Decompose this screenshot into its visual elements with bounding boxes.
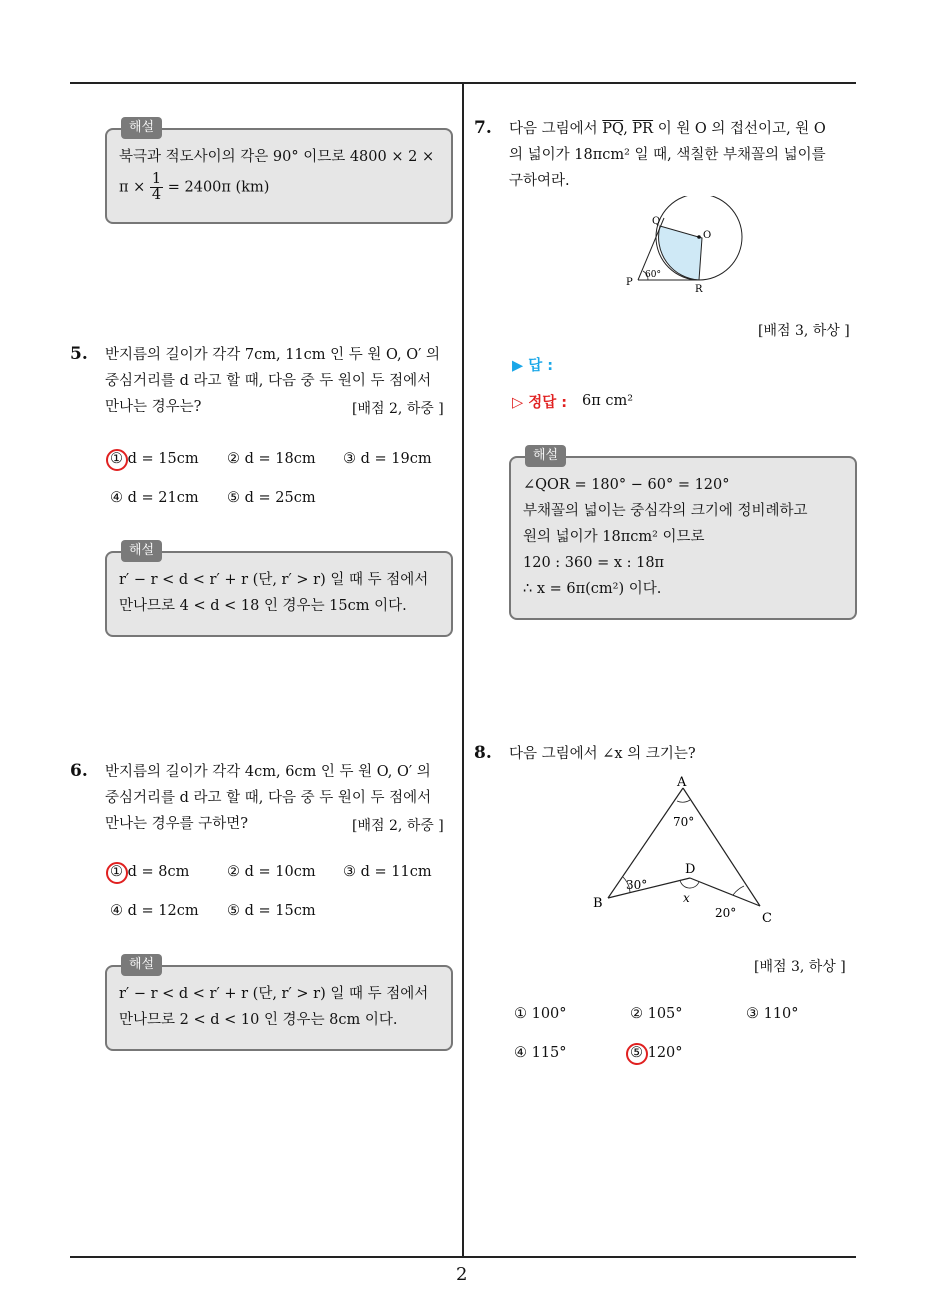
center-point-o xyxy=(697,235,701,239)
q6-choice-5[interactable]: ⑤ d = 15cm xyxy=(227,903,316,919)
q7-line1-post: 이 원 O 의 접선이고, 원 O xyxy=(657,121,826,137)
q5-choice-1[interactable]: ① d = 15cm xyxy=(110,451,199,467)
q8-choice-5[interactable]: ⑤ 120° xyxy=(630,1045,683,1061)
q7-number: 7. xyxy=(474,118,492,138)
label-angle-30: 30° xyxy=(626,878,648,892)
q7-explanation-box xyxy=(509,448,857,620)
q8-choice-2[interactable]: ② 105° xyxy=(630,1006,683,1022)
q7-correct-label: ▷ 정답 : xyxy=(512,395,568,411)
q6-choice-3[interactable]: ③ d = 11cm xyxy=(343,864,432,880)
q8-choice-4[interactable]: ④ 115° xyxy=(514,1045,567,1061)
label-r: R xyxy=(695,284,703,295)
q5-explanation-line1: r′ − r < d < r′ + r (단, r′ > r) 일 때 두 점에서 xyxy=(119,572,429,588)
q8-choice-1[interactable]: ① 100° xyxy=(514,1006,567,1022)
q7-correct-value: 6π cm² xyxy=(582,393,634,409)
label-d: D xyxy=(685,862,696,877)
q6-choice-4[interactable]: ④ d = 12cm xyxy=(110,903,199,919)
segment-dc xyxy=(690,878,760,906)
q8-choice-3[interactable]: ③ 110° xyxy=(746,1006,799,1022)
q7-figure xyxy=(618,196,748,296)
segment-pq: $\overline{PQ}$ xyxy=(602,121,624,137)
q5-line2: 중심거리를 d 라고 할 때, 다음 중 두 원이 두 점에서 xyxy=(105,373,432,389)
q6-line3: 만나는 경우를 구하면? xyxy=(105,816,249,832)
q7-line2: 의 넓이가 18πcm² 일 때, 색칠한 부채꼴의 넓이를 xyxy=(509,147,826,163)
q5-choice-3[interactable]: ③ d = 19cm xyxy=(343,451,432,467)
explanation-tag: 해설 xyxy=(121,540,162,562)
q6-choice-1[interactable]: ① d = 8cm xyxy=(110,864,190,880)
q5-explanation-line2: 만나므로 4 < d < 18 인 경우는 15cm 이다. xyxy=(119,598,407,614)
q7-explanation-line2: 부채꼴의 넓이는 중심각의 크기에 정비례하고 xyxy=(523,503,808,519)
column-divider xyxy=(462,84,464,1256)
q6-explanation-line2: 만나므로 2 < d < 10 인 경우는 8cm 이다. xyxy=(119,1012,398,1028)
explanation-tag: 해설 xyxy=(525,445,566,467)
shaded-sector xyxy=(659,226,702,280)
q7-line1-sep: , xyxy=(623,121,628,137)
q8-text: 다음 그림에서 ∠x 의 크기는? xyxy=(509,746,696,762)
bottom-rule xyxy=(70,1256,856,1258)
q4-fraction xyxy=(150,172,163,203)
page-number: 2 xyxy=(456,1264,468,1285)
q5-explanation-box xyxy=(105,543,453,637)
q7-line3: 구하여라. xyxy=(509,173,570,189)
segment-pr: $\overline{PR}$ xyxy=(632,121,654,137)
q5-score: [배점 2, 하중 ] xyxy=(352,401,444,417)
q8-score: [배점 3, 하상 ] xyxy=(754,959,846,975)
q4-explanation-box xyxy=(105,120,453,224)
label-p: P xyxy=(626,277,633,288)
q5-line3: 만나는 경우는? xyxy=(105,399,202,415)
angle-arc-d xyxy=(680,880,699,888)
q5-choice-4[interactable]: ④ d = 21cm xyxy=(110,490,199,506)
q7-score: [배점 3, 하상 ] xyxy=(758,323,850,339)
angle-arc-c xyxy=(733,886,744,895)
q5-choice-2[interactable]: ② d = 18cm xyxy=(227,451,316,467)
label-a: A xyxy=(677,775,687,790)
q7-text xyxy=(509,116,859,194)
q7-explanation-line4: 120 : 360 = x : 18π xyxy=(523,555,665,571)
q4-explanation-line2 xyxy=(119,172,439,203)
q7-line1 xyxy=(509,116,859,142)
explanation-tag: 해설 xyxy=(121,117,162,139)
q6-number: 6. xyxy=(70,761,88,781)
q6-line1: 반지름의 길이가 각각 4cm, 6cm 인 두 원 O, O′ 의 xyxy=(105,764,431,780)
q4-explanation-line2-post: = 2400π (km) xyxy=(167,179,270,196)
label-angle-20: 20° xyxy=(715,906,737,920)
explanation-tag: 해설 xyxy=(121,954,162,976)
q6-choice-2[interactable]: ② d = 10cm xyxy=(227,864,316,880)
q5-number: 5. xyxy=(70,344,88,364)
q4-explanation-line2-pre: π × xyxy=(119,179,146,196)
label-c: C xyxy=(762,911,772,926)
q7-answer-label: ▶ 답 : xyxy=(512,358,554,374)
label-angle-60: 60° xyxy=(645,270,661,280)
label-angle-70: 70° xyxy=(673,815,695,829)
q4-explanation-line1: 북극과 적도사이의 각은 90° 이므로 4800 × 2 × xyxy=(119,149,435,165)
segment-ac xyxy=(683,788,760,906)
q5-choice-5[interactable]: ⑤ d = 25cm xyxy=(227,490,316,506)
fraction-numerator: 1 xyxy=(151,171,162,187)
label-b: B xyxy=(593,896,603,911)
q6-explanation-line1: r′ − r < d < r′ + r (단, r′ > r) 일 때 두 점에서 xyxy=(119,986,429,1002)
fraction-denominator: 4 xyxy=(151,187,162,203)
q8-figure xyxy=(588,774,784,926)
q8-number: 8. xyxy=(474,743,492,763)
q6-score: [배점 2, 하중 ] xyxy=(352,818,444,834)
label-o: O xyxy=(703,230,712,241)
label-q: Q xyxy=(652,216,661,227)
q7-line1-pre: 다음 그림에서 xyxy=(509,121,598,137)
label-x: x xyxy=(683,891,690,905)
q6-line2: 중심거리를 d 라고 할 때, 다음 중 두 원이 두 점에서 xyxy=(105,790,432,806)
q7-explanation-line1: ∠QOR = 180° − 60° = 120° xyxy=(523,477,730,493)
angle-arc-a xyxy=(677,800,690,802)
q7-explanation-line3: 원의 넓이가 18πcm² 이므로 xyxy=(523,529,705,545)
q7-explanation-line5: ∴ x = 6π(cm²) 이다. xyxy=(523,581,662,597)
q5-line1: 반지름의 길이가 각각 7cm, 11cm 인 두 원 O, O′ 의 xyxy=(105,347,441,363)
q6-explanation-box xyxy=(105,957,453,1051)
